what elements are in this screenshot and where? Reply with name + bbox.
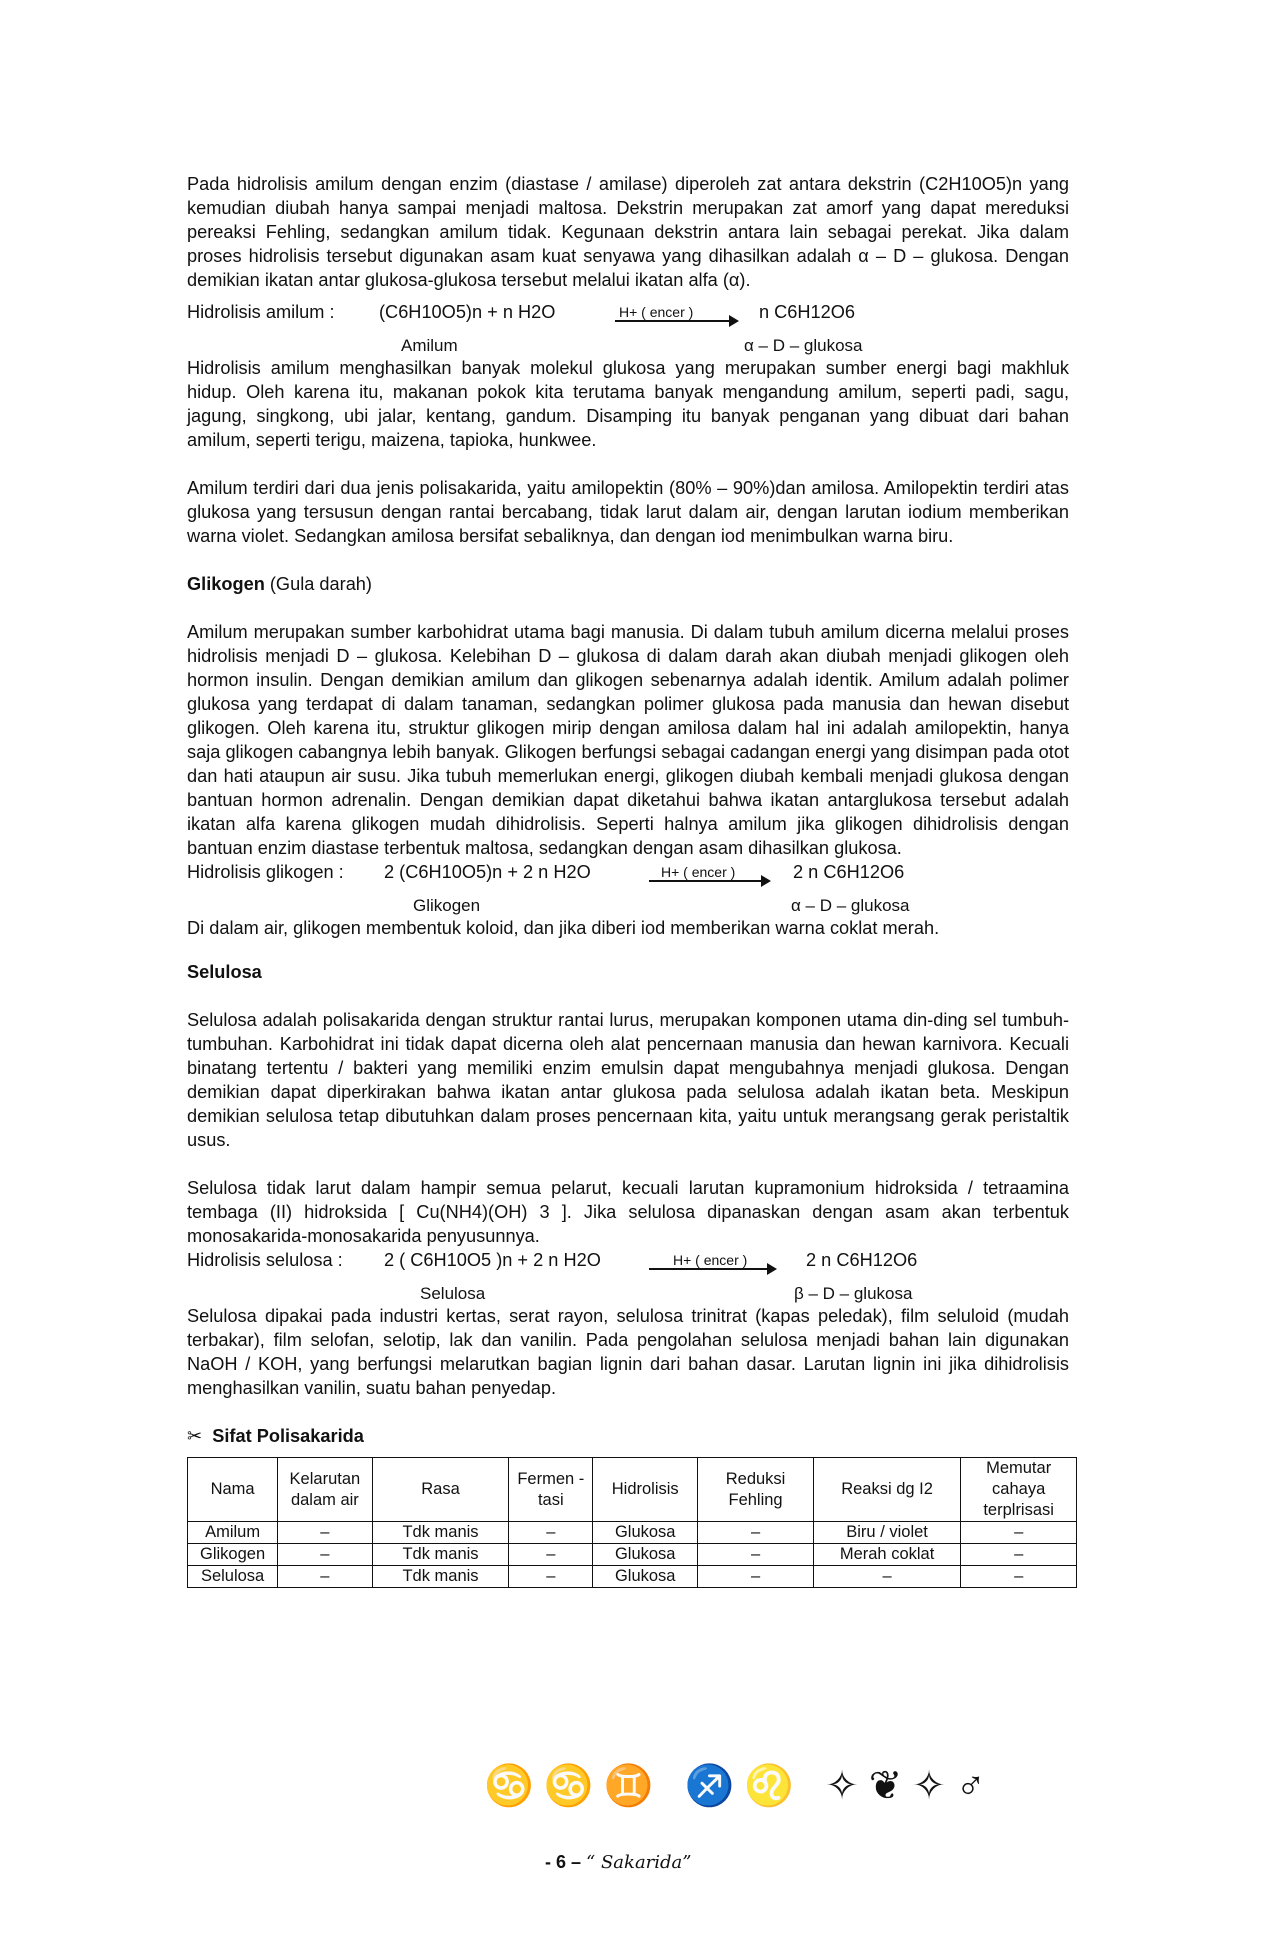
table-row: [188, 1522, 1077, 1544]
table-header-cell: Reaksi dg I2: [813, 1458, 960, 1522]
scissors-icon: ✂: [187, 1426, 203, 1447]
equation-product: 2 n C6H12O6: [806, 1250, 918, 1270]
heading-sifat-polisakarida: [187, 1424, 1069, 1449]
equation-product: n C6H12O6: [759, 302, 856, 322]
heading-selulosa: Selulosa: [187, 962, 262, 982]
table-cell: Glukosa: [593, 1544, 698, 1566]
equation-reactant: 2 ( C6H10O5 )n + 2 n H2O: [384, 1250, 601, 1270]
table-cell: –: [278, 1566, 372, 1588]
reaction-arrow-icon: [649, 880, 769, 882]
table-header-cell: Reduksi Fehling: [698, 1458, 814, 1522]
equation-sub-left: Glikogen: [413, 896, 481, 915]
equation-catalyst: H+ ( encer ): [619, 304, 694, 320]
reaction-arrow-icon: [615, 320, 737, 322]
table-cell: –: [813, 1566, 960, 1588]
properties-table: [187, 1457, 1077, 1588]
table-cell: Merah coklat: [813, 1544, 960, 1566]
table-cell: –: [961, 1566, 1077, 1588]
table-cell: –: [278, 1522, 372, 1544]
equation-catalyst: H+ ( encer ): [673, 1252, 748, 1268]
equation-sub-left: Amilum: [401, 336, 458, 355]
paragraph-glikogen: Amilum merupakan sumber karbohidrat utama bagi manusia. Di dalam tubuh amilum dicerna melalui proses hidrolisis menjadi D – glukosa. Kelebihan D – glukosa di dalam darah akan diubah menjadi glikogen oleh hormon insulin. Dengan demikian amilum dan glikogen sebenarnya adalah identik. Amilum adalah polimer glukosa yang terdapat di dalam tanaman, sedangkan polimer glukosa pada manusia dan hewan disebut glikogen. Oleh karena itu, struktur glikogen mirip dengan amilosa dalam hal ini adalah amilopektin, hanya saja glikogen cabangnya lebih banyak. Glikogen berfungsi sebagai cadangan energi yang disimpan pada otot dan hati ataupun air susu. Jika tubuh memerlukan energi, glikogen diubah kembali menjadi glukosa dengan bantuan hormon adrenalin. Dengan demikian dapat diketahui bahwa ikatan antarglukosa tersebut adalah ikatan alfa karena glikogen mudah dihidrolisis. Seperti halnya amilum jika glikogen dihidrolisis dengan bantuan enzim diastase terbentuk maltosa, sedangkan dengan asam dihasilkan glukosa.: [187, 622, 1069, 858]
table-cell: –: [698, 1544, 814, 1566]
heading-glikogen: [187, 572, 1069, 596]
equation-glikogen: [187, 860, 1069, 916]
equation-catalyst: H+ ( encer ): [661, 864, 736, 880]
equation-amilum: [187, 300, 1069, 356]
table-cell: Glukosa: [593, 1522, 698, 1544]
equation-reactant: (C6H10O5)n + n H2O: [379, 302, 556, 322]
decorative-symbols: ♋♋♊ ♐♌ ✧❦✧♂: [484, 1764, 996, 1808]
page-number: - 6 –: [545, 1852, 582, 1872]
table-cell: –: [509, 1544, 593, 1566]
document-body: [187, 172, 1069, 1588]
table-header-cell: Nama: [188, 1458, 278, 1522]
table-cell: –: [698, 1522, 814, 1544]
table-header-row: [188, 1458, 1077, 1522]
table-cell: –: [961, 1544, 1077, 1566]
table-cell: –: [961, 1522, 1077, 1544]
equation-label: Hidrolisis glikogen :: [187, 862, 344, 882]
reaction-arrow-icon: [649, 1268, 775, 1270]
paragraph-amilopektin: Amilum terdiri dari dua jenis polisakarida, yaitu amilopektin (80% – 90%)dan amilosa. Amilopektin terdiri atas glukosa yang tersusun dengan rantai bercabang, tidak larut dalam air, dengan larutan iodium memberikan warna violet. Sedangkan amilosa bersifat sebaliknya, dan dengan iod menimbulkan warna biru.: [187, 478, 1069, 546]
table-cell: –: [698, 1566, 814, 1588]
paragraph-penggunaan-selulosa: Selulosa dipakai pada industri kertas, serat rayon, selulosa trinitrat (kapas peledak), film seluloid (mudah terbakar), film selofan, selotip, lak dan vanilin. Pada pengolahan selulosa menjadi bahan lain digunakan NaOH / KOH, yang berfungsi melarutkan bagian lignin dari bahan dasar. Larutan lignin ini jika dihidrolisis menghasilkan vanilin, suatu bahan penyedap.: [187, 1306, 1069, 1398]
table-cell: Selulosa: [188, 1566, 278, 1588]
table-header-cell: Rasa: [372, 1458, 509, 1522]
footer-title: “ Sakarida”: [586, 1852, 692, 1873]
equation-sub-right: α – D – glukosa: [791, 896, 910, 915]
table-cell: Glikogen: [188, 1544, 278, 1566]
paragraph-dekstrin: Pada hidrolisis amilum dengan enzim (diastase / amilase) diperoleh zat antara dekstrin (C2H10O5)n yang kemudian diubah hanya sampai menjadi maltosa. Dekstrin merupakan zat amorf yang dapat mereduksi pereaksi Fehling, sedangkan amilum tidak. Kegunaan dekstrin antara lain sebagai perekat. Jika dalam proses hidrolisis tersebut digunakan asam kuat senyawa yang dihasilkan adalah α – D – glukosa. Dengan demikian ikatan antar glukosa-glukosa tersebut melalui ikatan alfa (α).: [187, 174, 1069, 290]
page-footer: [545, 1852, 692, 1873]
table-cell: Glukosa: [593, 1566, 698, 1588]
equation-reactant: 2 (C6H10O5)n + 2 n H2O: [384, 862, 591, 882]
table-cell: Tdk manis: [372, 1522, 509, 1544]
equation-product: 2 n C6H12O6: [793, 862, 905, 882]
table-cell: –: [509, 1522, 593, 1544]
table-row: [188, 1544, 1077, 1566]
equation-sub-right: β – D – glukosa: [794, 1284, 913, 1303]
equation-selulosa: [187, 1248, 1069, 1304]
table-header-cell: Hidrolisis: [593, 1458, 698, 1522]
paragraph-koloid: Di dalam air, glikogen membentuk koloid, dan jika diberi iod memberikan warna coklat merah.: [187, 918, 940, 938]
table-header-cell: Memutar cahaya terplrisasi: [961, 1458, 1077, 1522]
table-row: [188, 1566, 1077, 1588]
table-cell: Tdk manis: [372, 1566, 509, 1588]
paragraph-hidrolisis-amilum: Hidrolisis amilum menghasilkan banyak molekul glukosa yang merupakan sumber energi bagi makhluk hidup. Oleh karena itu, makanan pokok kita terutama banyak mengandung amilum, seperti padi, sagu, jagung, singkong, ubi jalar, kentang, gandum. Disamping itu banyak penganan yang dibuat dari bahan amilum, seperti terigu, maizena, tapioka, hunkwee.: [187, 358, 1069, 450]
equation-sub-right: α – D – glukosa: [744, 336, 863, 355]
table-cell: –: [278, 1544, 372, 1566]
heading-glikogen-sub: (Gula darah): [269, 574, 372, 594]
heading-sifat-text: Sifat Polisakarida: [212, 1426, 364, 1446]
equation-sub-left: Selulosa: [420, 1284, 486, 1303]
paragraph-pelarut: Selulosa tidak larut dalam hampir semua pelarut, kecuali larutan kupramonium hidroksida / tetraamina tembaga (II) hidroksida [ Cu(NH4)(OH) 3 ]. Jika selulosa dipanaskan dengan asam akan terbentuk monosakarida-monosakarida penyusunnya.: [187, 1178, 1069, 1246]
table-header-cell: Fermen -tasi: [509, 1458, 593, 1522]
table-cell: Biru / violet: [813, 1522, 960, 1544]
table-cell: –: [509, 1566, 593, 1588]
table-cell: Tdk manis: [372, 1544, 509, 1566]
table-cell: Amilum: [188, 1522, 278, 1544]
paragraph-selulosa: Selulosa adalah polisakarida dengan struktur rantai lurus, merupakan komponen utama din-ding sel tumbuh-tumbuhan. Karbohidrat ini tidak dapat dicerna oleh alat pencernaan manusia dan hewan karnivora. Kecuali binatang tertentu / bakteri yang memiliki enzim emulsin dapat mengubahnya menjadi glukosa. Dengan demikian dapat diperkirakan bahwa ikatan antar glukosa pada selulosa adalah ikatan beta. Meskipun demikian selulosa tetap dibutuhkan dalam proses pencernaan kita, yaitu untuk merangsang gerak peristaltik usus.: [187, 1010, 1069, 1150]
heading-glikogen-text: Glikogen: [187, 574, 265, 594]
equation-label: Hidrolisis amilum :: [187, 302, 335, 322]
table-header-cell: Kelarutan dalam air: [278, 1458, 372, 1522]
equation-label: Hidrolisis selulosa :: [187, 1250, 343, 1270]
